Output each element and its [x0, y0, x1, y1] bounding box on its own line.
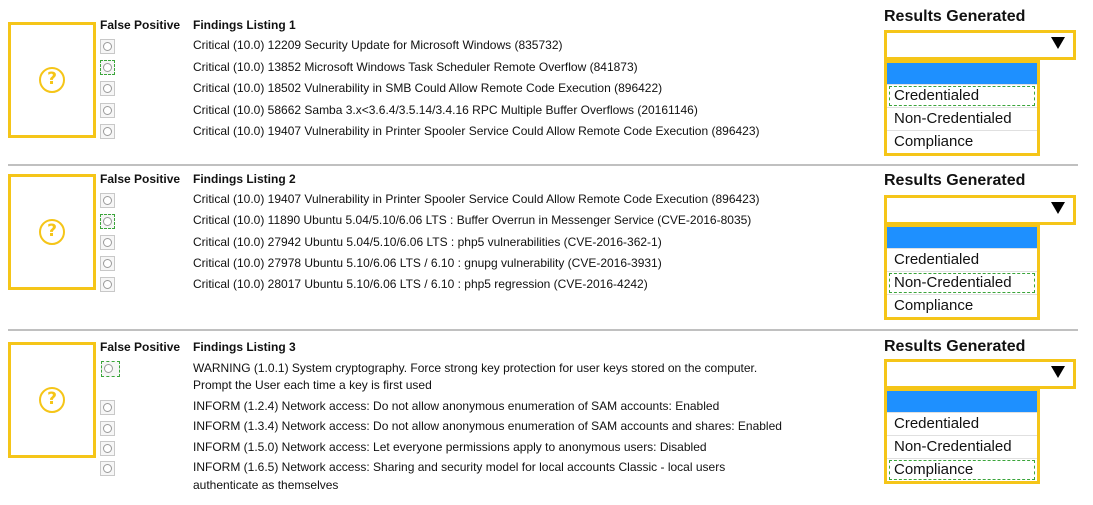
finding-row: Critical (10.0) 27978 Ubuntu 5.10/6.06 LTS / 6.10 : gnupg vulnerability (CVE-2016-3931): [193, 256, 662, 270]
question-box: [8, 342, 96, 458]
false-positive-radio[interactable]: [100, 256, 115, 271]
finding-row: Critical (10.0) 18502 Vulnerability in SMB Could Allow Remote Code Execution (896422): [193, 81, 663, 95]
option-credentialed[interactable]: Credentialed: [887, 84, 1037, 107]
results-generated-title: Results Generated: [884, 8, 1026, 25]
false-positive-radio-selected[interactable]: [100, 214, 115, 229]
option-non-credentialed[interactable]: Non-Credentialed: [887, 271, 1037, 294]
section-divider: [8, 329, 1078, 331]
finding-row: INFORM (1.6.5) Network access: Sharing and security model for local accounts Classic - local users: [193, 460, 726, 474]
question-icon: ?: [39, 67, 65, 93]
finding-row: Critical (10.0) 19407 Vulnerability in Printer Spooler Service Could Allow Remote Code Execution (896423): [193, 192, 760, 206]
finding-row: Critical (10.0) 11890 Ubuntu 5.04/5.10/6.06 LTS : Buffer Overrun in Messenger Service (CVE-2016-8035): [193, 213, 752, 227]
finding-row: Critical (10.0) 12209 Security Update for Microsoft Windows (835732): [193, 38, 563, 52]
finding-row: Critical (10.0) 28017 Ubuntu 5.10/6.06 LTS / 6.10 : php5 regression (CVE-2016-4242): [193, 277, 648, 291]
false-positive-radio-selected[interactable]: [101, 361, 120, 377]
option-non-credentialed[interactable]: Non-Credentialed: [887, 107, 1037, 130]
results-dropdown[interactable]: [884, 359, 1076, 389]
false-positive-radio[interactable]: [100, 81, 115, 96]
false-positive-radio[interactable]: [100, 421, 115, 436]
false-positive-header: False Positive: [100, 172, 181, 186]
section-divider: [8, 164, 1078, 166]
dropdown-arrow-icon[interactable]: [1051, 366, 1065, 378]
finding-row-continued: Prompt the User each time a key is first used: [193, 378, 432, 392]
findings-listing-title: Findings Listing 2: [193, 172, 296, 186]
results-options-list: [884, 388, 1040, 484]
false-positive-header: False Positive: [100, 340, 181, 354]
false-positive-radio-selected[interactable]: [100, 60, 115, 75]
dropdown-arrow-icon[interactable]: [1051, 202, 1065, 214]
finding-row: INFORM (1.3.4) Network access: Do not allow anonymous enumeration of SAM accounts and shares: Enabled: [193, 419, 782, 433]
option-highlight[interactable]: [887, 227, 1037, 248]
false-positive-radio[interactable]: [100, 461, 115, 476]
results-options-list: [884, 224, 1040, 320]
finding-row: Critical (10.0) 13852 Microsoft Windows Task Scheduler Remote Overflow (841873): [193, 60, 638, 74]
question-box: [8, 174, 96, 290]
findings-listing-title: Findings Listing 3: [193, 340, 296, 354]
question-icon: ?: [39, 387, 65, 413]
option-non-credentialed[interactable]: Non-Credentialed: [887, 435, 1037, 458]
false-positive-radio[interactable]: [100, 193, 115, 208]
finding-row: Critical (10.0) 19407 Vulnerability in Printer Spooler Service Could Allow Remote Code Execution (896423): [193, 124, 760, 138]
question-icon: ?: [39, 219, 65, 245]
results-generated-title: Results Generated: [884, 338, 1026, 355]
option-highlight[interactable]: [887, 63, 1037, 84]
results-dropdown[interactable]: [884, 30, 1076, 60]
finding-row: WARNING (1.0.1) System cryptography. Force strong key protection for user keys stored on the computer.: [193, 361, 758, 375]
results-options-list: [884, 60, 1040, 156]
option-compliance[interactable]: Compliance: [887, 294, 1037, 317]
question-box: [8, 22, 96, 138]
finding-row: Critical (10.0) 27942 Ubuntu 5.04/5.10/6.06 LTS : php5 vulnerabilities (CVE-2016-362-1): [193, 235, 662, 249]
false-positive-radio[interactable]: [100, 441, 115, 456]
option-credentialed[interactable]: Credentialed: [887, 412, 1037, 435]
false-positive-radio[interactable]: [100, 277, 115, 292]
finding-row-continued: authenticate as themselves: [193, 478, 339, 492]
dropdown-arrow-icon[interactable]: [1051, 37, 1065, 49]
option-compliance[interactable]: Compliance: [887, 130, 1037, 153]
results-dropdown[interactable]: [884, 195, 1076, 225]
finding-row: INFORM (1.2.4) Network access: Do not allow anonymous enumeration of SAM accounts: Enabled: [193, 399, 720, 413]
option-credentialed[interactable]: Credentialed: [887, 248, 1037, 271]
false-positive-header: False Positive: [100, 18, 181, 32]
false-positive-radio[interactable]: [100, 235, 115, 250]
false-positive-radio[interactable]: [100, 103, 115, 118]
findings-listing-title: Findings Listing 1: [193, 18, 296, 32]
false-positive-radio[interactable]: [100, 39, 115, 54]
option-compliance[interactable]: Compliance: [887, 458, 1037, 481]
false-positive-radio[interactable]: [100, 124, 115, 139]
false-positive-radio[interactable]: [100, 400, 115, 415]
finding-row: INFORM (1.5.0) Network access: Let everyone permissions apply to anonymous users: Disabled: [193, 440, 707, 454]
results-generated-title: Results Generated: [884, 172, 1026, 189]
finding-row: Critical (10.0) 58662 Samba 3.x<3.6.4/3.5.14/3.4.16 RPC Multiple Buffer Overflows (20161146): [193, 103, 698, 117]
option-highlight[interactable]: [887, 391, 1037, 412]
